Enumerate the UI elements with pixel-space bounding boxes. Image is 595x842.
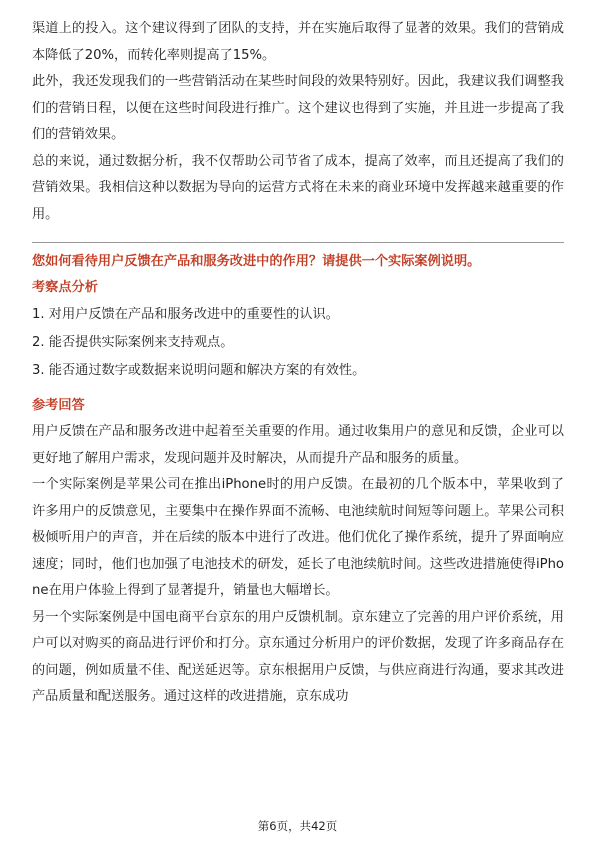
answer-title: 参考回答 xyxy=(32,398,85,413)
analysis-item: 3. 能否通过数字或数据来说明问题和解决方案的有效性。 xyxy=(32,363,366,378)
answer-paragraph: 另一个实际案例是中国电商平台京东的用户反馈机制。京东建立了完善的用户评价系统，用户可以对购买的商品进行评价和打分。京东通过分析用户的评价数据，发现了许多商品存在的问题，例如质量不佳、配送延迟等。京东根据用户反馈，与供应商进行沟通，要求其改进产品质量和配送服务。通过这样的改进措施，京东成功 xyxy=(32,609,564,704)
question-heading: 您如何看待用户反馈在产品和服务改进中的作用？请提供一个实际案例说明。 xyxy=(32,254,481,269)
intro-paragraph: 此外，我还发现我们的一些营销活动在某些时间段的效果特别好。因此，我建议我们调整我们的营销日程，以便在这些时间段进行推广。这个建议也得到了实施，并且进一步提高了我们的营销效果。 xyxy=(32,74,564,142)
intro-paragraph: 渠道上的投入。这个建议得到了团队的支持，并在实施后取得了显著的效果。我们的营销成本降低了20%，而转化率则提高了15%。 xyxy=(32,21,564,63)
analysis-item: 2. 能否提供实际案例来支持观点。 xyxy=(32,335,234,350)
page-number: 第6页，共42页 xyxy=(257,819,338,833)
answer-paragraph: 用户反馈在产品和服务改进中起着至关重要的作用。通过收集用户的意见和反馈，企业可以更好地了解用户需求，发现问题并及时解决，从而提升产品和服务的质量。 xyxy=(32,424,564,466)
analysis-title: 考察点分析 xyxy=(32,280,98,295)
section-divider xyxy=(32,242,564,243)
page-content xyxy=(32,16,564,711)
analysis-item: 1. 对用户反馈在产品和服务改进中的重要性的认识。 xyxy=(32,307,339,322)
intro-paragraph: 总的来说，通过数据分析，我不仅帮助公司节省了成本，提高了效率，而且还提高了我们的营销效果。我相信这种以数据为导向的运营方式将在未来的商业环境中发挥越来越重要的作用。 xyxy=(32,153,564,222)
answer-paragraph: 一个实际案例是苹果公司在推出iPhone时的用户反馈。在最初的几个版本中，苹果收到了许多用户的反馈意见，主要集中在操作界面不流畅、电池续航时间短等问题上。苹果公司积极倾听用户的声音，并在后续的版本中进行了改进。他们优化了操作系统，提升了界面响应速度；同时，他们也加强了电池技术的研发，延长了电池续航时间。这些改进措施使得iPhone在用户体验上得到了显著提升，销量也大幅增长。 xyxy=(32,477,564,598)
